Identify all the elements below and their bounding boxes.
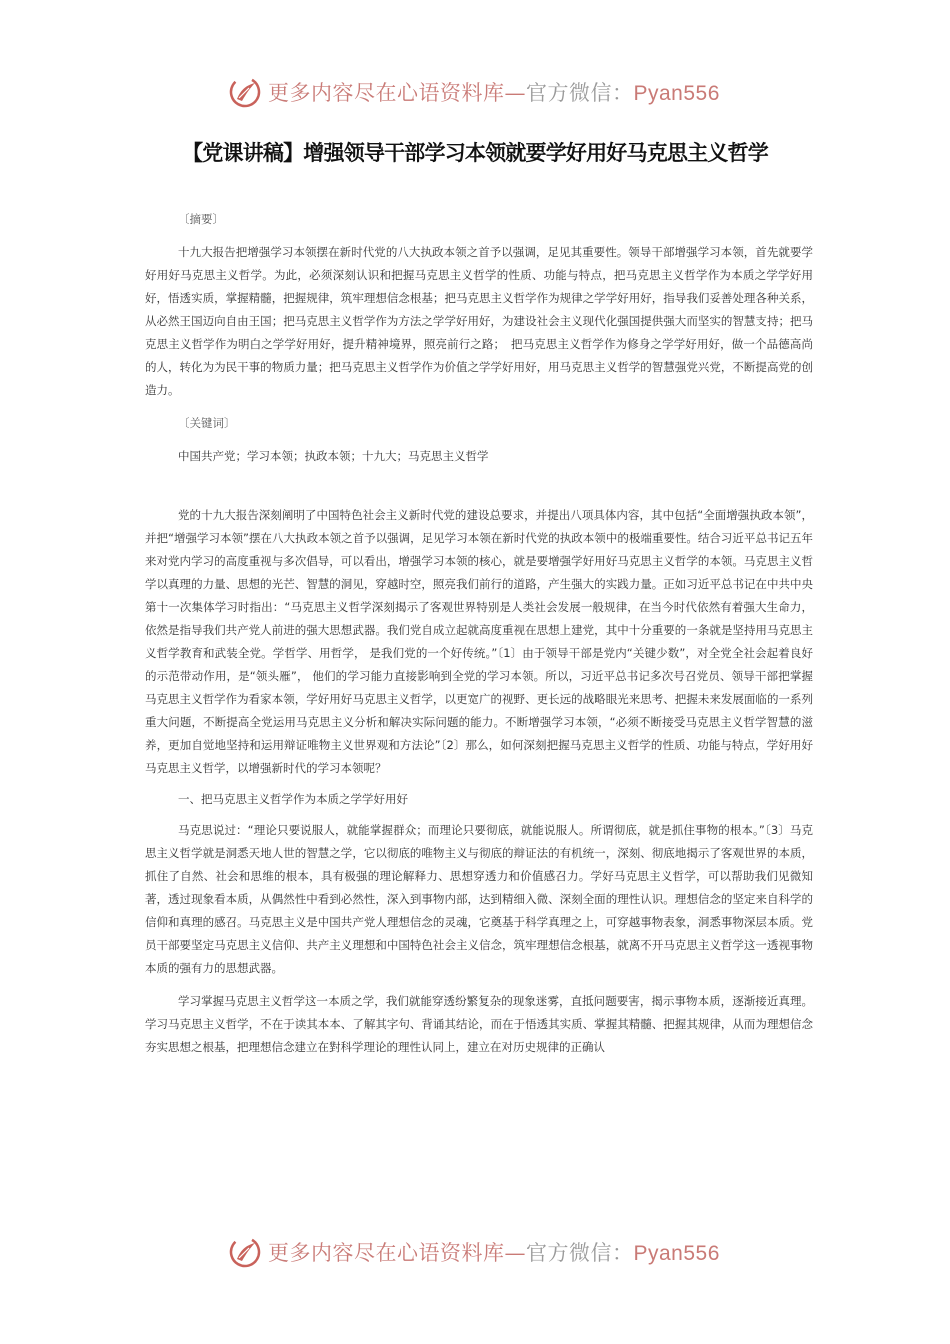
banner-dash: — [504, 81, 526, 105]
footer-banner [228, 1232, 728, 1272]
body-paragraph-2: 马克思说过：“理论只要说服人，就能掌握群众；而理论只要彻底，就能说服人。所谓彻底，就是抓住事物的根本。”〔3〕马克思主义哲学就是洞悉天地人世的智慧之学，它以彻底的唯物主义与彻底的辩证法的有机统一，深刻、彻底地揭示了客观世界的本质，抓住了自然、社会和思维的根本，具有极强的理论解释力、思想穿透力和价值感召力。学好马克思主义哲学，可以帮助我们见微知著，透过现象看本质，从偶然性中看到必然性，深入到事物内部，达到精细入微、深刻全面的理性认识。理想信念的坚定来自科学的信仰和真理的感召。马克思主义是中国共产党人理想信念的灵魂，它奠基于科学真理之上，可穿越事物表象，洞悉事物深层本质。党员干部要坚定马克思主义信仰、共产主义理想和中国特色社会主义信念，筑牢理想信念根基，就离不开马克思主义哲学这一透视事物本质的强有力的思想武器。 [145, 823, 813, 975]
logo-icon [228, 1235, 262, 1269]
document-body [145, 208, 813, 1059]
banner-dash: — [504, 1241, 526, 1265]
banner-prefix: 官方微信： [526, 81, 634, 105]
abstract-text: 十九大报告把增强学习本领摆在新时代党的八大执政本领之首予以强调，足见其重要性。领导干部增强学习本领，首先就要学好用好马克思主义哲学。为此，必须深刻认识和把握马克思主义哲学的性质、功能与特点，把马克思主义哲学作为本质之学学好用好，悟透实质，掌握精髓，把握规律，筑牢理想信念根基；把马克思主义哲学作为规律之学学好用好，指导我们妥善处理各种关系，从必然王国迈向自由王国；把马克思主义哲学作为方法之学学好用好，为建设社会主义现代化强国提供强大而坚实的智慧支持；把马克思主义哲学作为明白之学学好用好，提升精神境界，照亮前行之路； 把马克思主义哲学作为修身之学学好用好，做一个品德高尚的人，转化为为民干事的物质力量；把马克思主义哲学作为价值之学学好用好，用马克思主义哲学的智慧强党兴党，不断提高党的创造力。 [145, 245, 813, 397]
logo-icon [228, 75, 262, 109]
banner-wechat-id: Pyan556 [633, 1242, 720, 1265]
body-paragraph-3: 学习掌握马克思主义哲学这一本质之学，我们就能穿透纷繁复杂的现象迷雾，直抵问题要害，揭示事物本质，逐渐接近真理。学习马克思主义哲学，不在于读其本本、了解其字句、背诵其结论，而在于悟透其实质、掌握其精髓、把握其规律，从而为理想信念夯实思想之根基，把理想信念建立在對科学理论的理性认同上，建立在对历史规律的正确认 [145, 994, 813, 1054]
banner-prefix: 官方微信： [526, 1241, 634, 1265]
body-paragraph-1: 党的十九大报告深刻阐明了中国特色社会主义新时代党的建设总要求，并提出八项具体内容，其中包括“全面增强执政本领”，并把“增强学习本领”摆在八大执政本领之首予以强调，足见学习本领在新时代党的执政本领中的极端重要性。结合习近平总书记五年来对党内学习的高度重视与多次倡导，可以看出，增强学习本领的核心，就是要增强学好用好马克思主义哲学的本领。马克思主义哲学以真理的力量、思想的光芒、智慧的洞见，穿越时空，照亮我们前行的道路，产生强大的实践力量。正如习近平总书记在中共中央第十一次集体学习时指出：“马克思主义哲学深刻揭示了客观世界特别是人类社会发展一般规律，在当今时代依然有着强大生命力，依然是指导我们共产党人前进的强大思想武器。我们党自成立起就高度重视在思想上建党，其中十分重要的一条就是坚持用马克思主义哲学教育和武装全党。学哲学、用哲学， 是我们党的一个好传统。”〔1〕由于领导干部是党内“关键少数”，对全党全社会起着良好的示范带动作用，是“领头雁”， 他们的学习能力直接影响到全党的学习本领。所以，习近平总书记多次号召党员、领导干部把掌握马克思主义哲学作为看家本领，学好用好马克思主义哲学，以更宽广的视野、更长远的战略眼光来思考、把握未来发展面临的一系列重大问题，不断提高全党运用马克思主义分析和解决实际问题的能力。不断增强学习本领，“必须不断接受马克思主义哲学智慧的滋养，更加自觉地坚持和运用辩证唯物主义世界观和方法论”〔2〕那么，如何深刻把握马克思主义哲学的性质、功能与特点，学好用好马克思主义哲学，以增强新时代的学习本领呢？ [145, 508, 813, 775]
document-title: 【党课讲稿】增强领导干部学习本领就要学好用好马克思主义哲学 [182, 141, 768, 165]
header-banner [228, 72, 728, 112]
banner-main: 更多内容尽在心语资料库 [268, 81, 505, 105]
banner-main: 更多内容尽在心语资料库 [268, 1241, 505, 1265]
abstract-label: 〔摘要〕 [178, 212, 224, 226]
keywords-label: 〔关键词〕 [178, 416, 236, 430]
keywords-text: 中国共产党；学习本领；执政本领；十九大；马克思主义哲学 [178, 449, 489, 463]
banner-text [268, 1237, 720, 1267]
section-heading-1: 一、把马克思主义哲学作为本质之学学好用好 [178, 792, 408, 806]
banner-text [268, 77, 720, 107]
banner-wechat-id: Pyan556 [633, 82, 720, 105]
